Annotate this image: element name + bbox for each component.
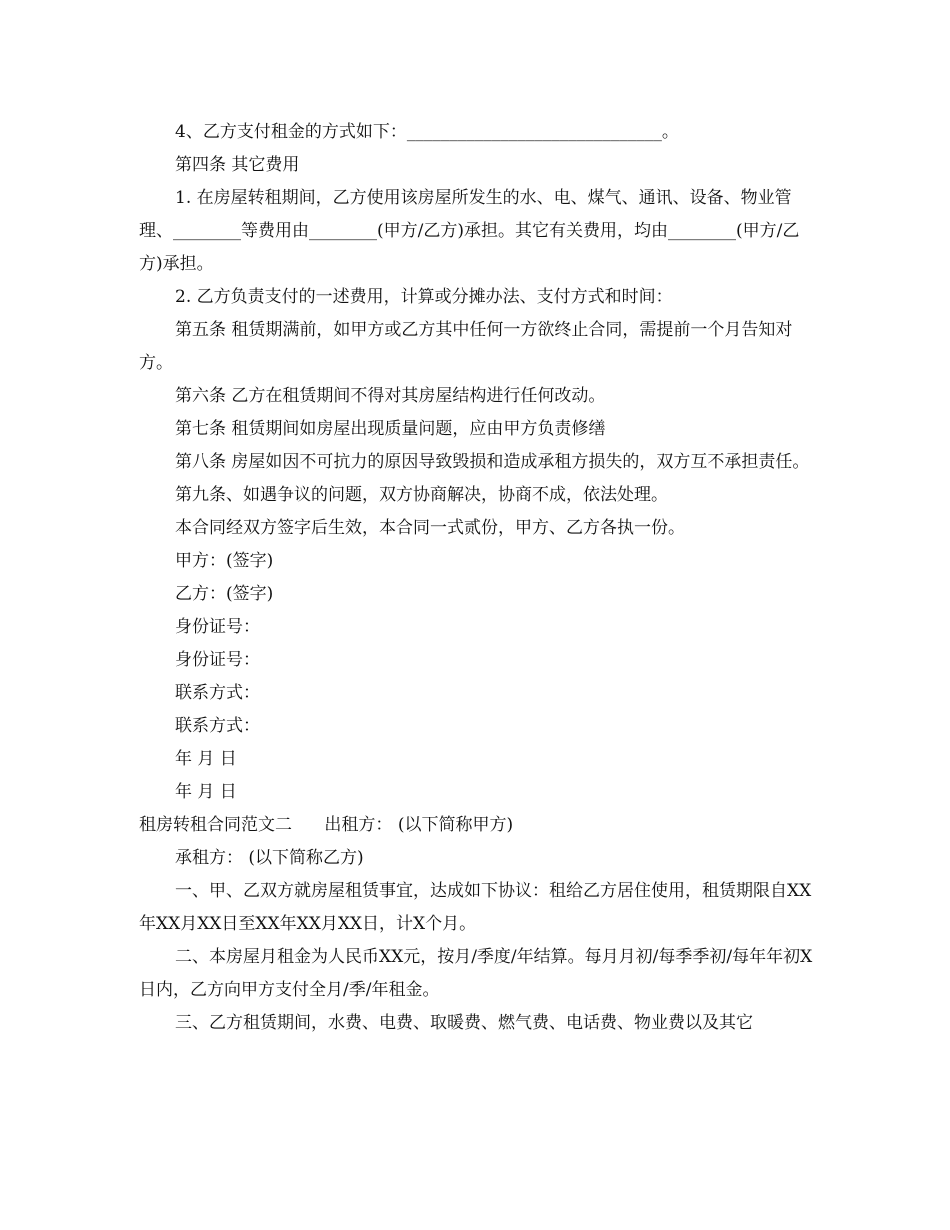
document-body bbox=[139, 116, 814, 1040]
effectiveness-paragraph: 本合同经双方签字后生效，本合同一式贰份，甲方、乙方各执一份。 bbox=[175, 518, 685, 538]
contact-field: 联系方式： bbox=[175, 683, 260, 703]
paragraph: 1. 在房屋转租期间，乙方使用该房屋所发生的水、电、煤气、通讯、设备、物业管理、________等费用由________(甲方/乙方)承担。其它有关费用，均由________(甲方/乙方)承担。 bbox=[139, 188, 800, 274]
section-heading: 第四条 其它费用 bbox=[175, 155, 300, 175]
paragraph: 4、乙方支付租金的方式如下：______________________________。 bbox=[175, 122, 679, 142]
paragraph: 2. 乙方负责支付的一述费用，计算或分摊办法、支付方式和时间： bbox=[175, 287, 673, 307]
date-field: 年 月 日 bbox=[175, 782, 237, 802]
lessee-line: 承租方： (以下简称乙方) bbox=[175, 848, 364, 868]
clause-6: 第六条 乙方在租赁期间不得对其房屋结构进行任何改动。 bbox=[175, 386, 606, 406]
clause-7: 第七条 租赁期间如房屋出现质量问题，应由甲方负责修缮 bbox=[175, 419, 606, 439]
article-1: 一、甲、乙双方就房屋租赁事宜，达成如下协议：租给乙方居住使用，租赁期限自XX年XX月XX日至XX年XX月XX日，计X个月。 bbox=[139, 881, 812, 934]
date-field: 年 月 日 bbox=[175, 749, 237, 769]
clause-5: 第五条 租赁期满前，如甲方或乙方其中任何一方欲终止合同，需提前一个月告知对方。 bbox=[139, 320, 793, 373]
clause-9: 第九条、如遇争议的问题，双方协商解决，协商不成，依法处理。 bbox=[175, 485, 668, 505]
template-two-heading: 租房转租合同范文二 出租方： (以下简称甲方) bbox=[139, 815, 514, 835]
contact-field: 联系方式： bbox=[175, 716, 260, 736]
article-3: 三、乙方租赁期间，水费、电费、取暖费、燃气费、电话费、物业费以及其它 bbox=[175, 1013, 753, 1033]
party-b-signature: 乙方：(签字) bbox=[175, 584, 274, 604]
clause-8: 第八条 房屋如因不可抗力的原因导致毁损和造成承租方损失的，双方互不承担责任。 bbox=[175, 452, 810, 472]
article-2: 二、本房屋月租金为人民币XX元，按月/季度/年结算。每月月初/每季季初/每年年初X日内，乙方向甲方支付全月/季/年租金。 bbox=[139, 947, 813, 1000]
party-a-signature: 甲方：(签字) bbox=[175, 551, 274, 571]
id-number-field: 身份证号： bbox=[175, 617, 260, 637]
id-number-field: 身份证号： bbox=[175, 650, 260, 670]
